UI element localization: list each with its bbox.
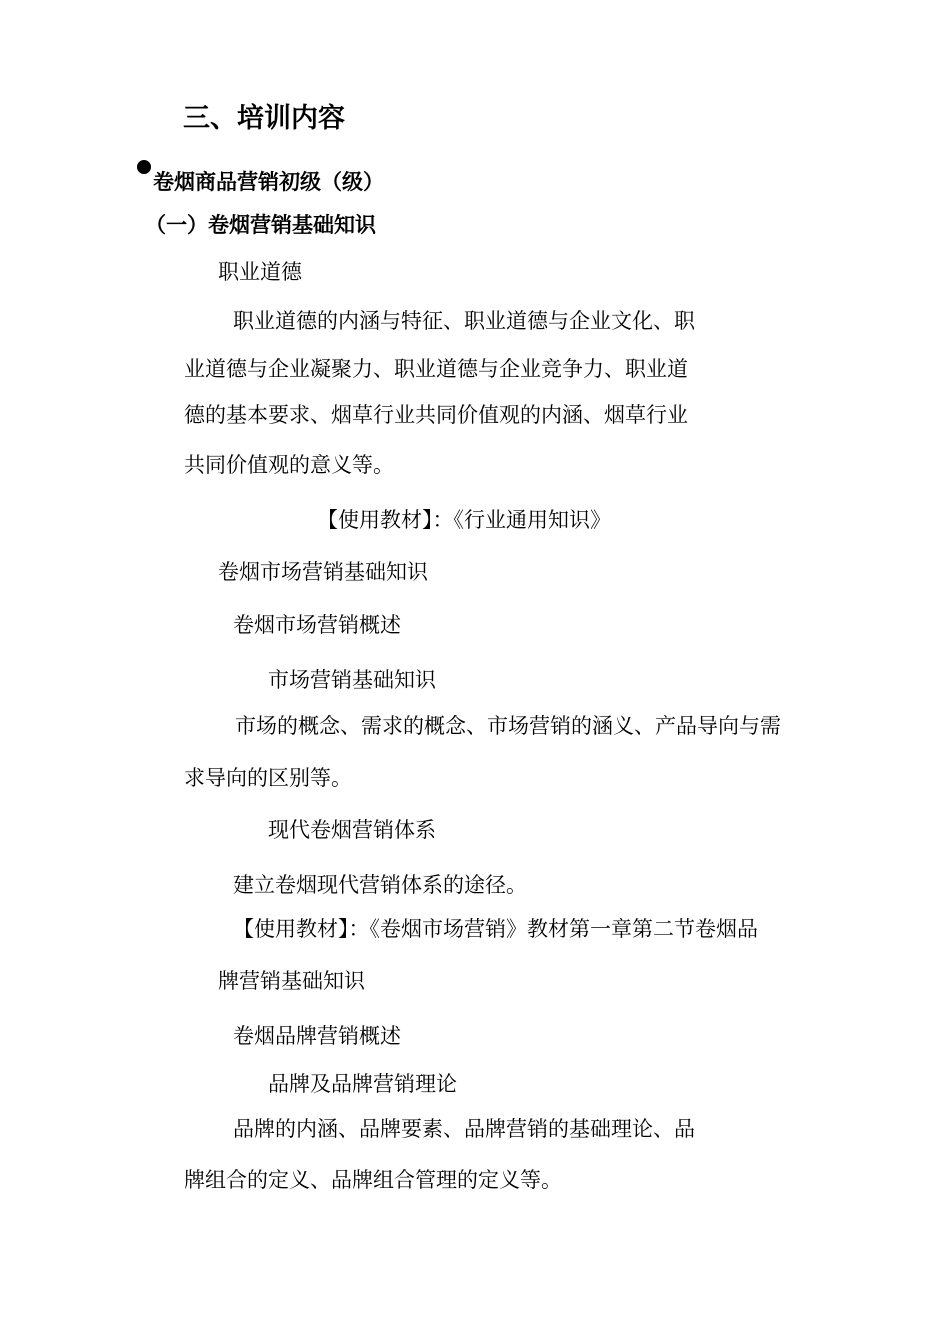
section-title: 三、培训内容 <box>183 103 345 134</box>
ethics-body-line: 德的基本要求、烟草行业共同价值观的内涵、烟草行业 <box>184 403 688 427</box>
brand-theory-body-line: 牌组合的定义、品牌组合管理的定义等。 <box>184 1168 562 1192</box>
topic-heading-marketing: 卷烟市场营销基础知识 <box>218 560 428 584</box>
textbook-note: 【使用教材】：《行业通用知识》 <box>317 508 611 532</box>
item-heading-market-basics: 市场营销基础知识 <box>268 668 436 692</box>
subheading-brand-overview: 卷烟品牌营销概述 <box>233 1024 401 1048</box>
ethics-body-line: 业道德与企业凝聚力、职业道德与企业竞争力、职业道 <box>184 357 688 381</box>
bullet-dot <box>137 160 151 174</box>
market-basics-body-line: 求导向的区别等。 <box>184 766 352 790</box>
market-basics-body-line: 市场的概念、需求的概念、市场营销的涵义、产品导向与需 <box>235 714 781 738</box>
modern-system-body: 建立卷烟现代营销体系的途径。 <box>233 873 527 897</box>
textbook-note-continued: 牌营销基础知识 <box>218 969 365 993</box>
item-heading-brand-theory: 品牌及品牌营销理论 <box>268 1072 457 1096</box>
brand-theory-body-line: 品牌的内涵、品牌要素、品牌营销的基础理论、品 <box>233 1117 695 1141</box>
level-title: 卷烟商品营销初级（级） <box>153 170 384 194</box>
topic-heading-ethics: 职业道德 <box>218 260 302 284</box>
item-heading-modern-system: 现代卷烟营销体系 <box>268 818 436 842</box>
subheading-marketing-overview: 卷烟市场营销概述 <box>233 613 401 637</box>
ethics-body-line: 共同价值观的意义等。 <box>184 453 394 477</box>
textbook-note: 【使用教材】：《卷烟市场营销》教材第一章第二节卷烟品 <box>233 917 758 941</box>
ethics-body-line: 职业道德的内涵与特征、职业道德与企业文化、职 <box>233 309 695 333</box>
part-title: （一）卷烟营销基础知识 <box>145 213 376 237</box>
